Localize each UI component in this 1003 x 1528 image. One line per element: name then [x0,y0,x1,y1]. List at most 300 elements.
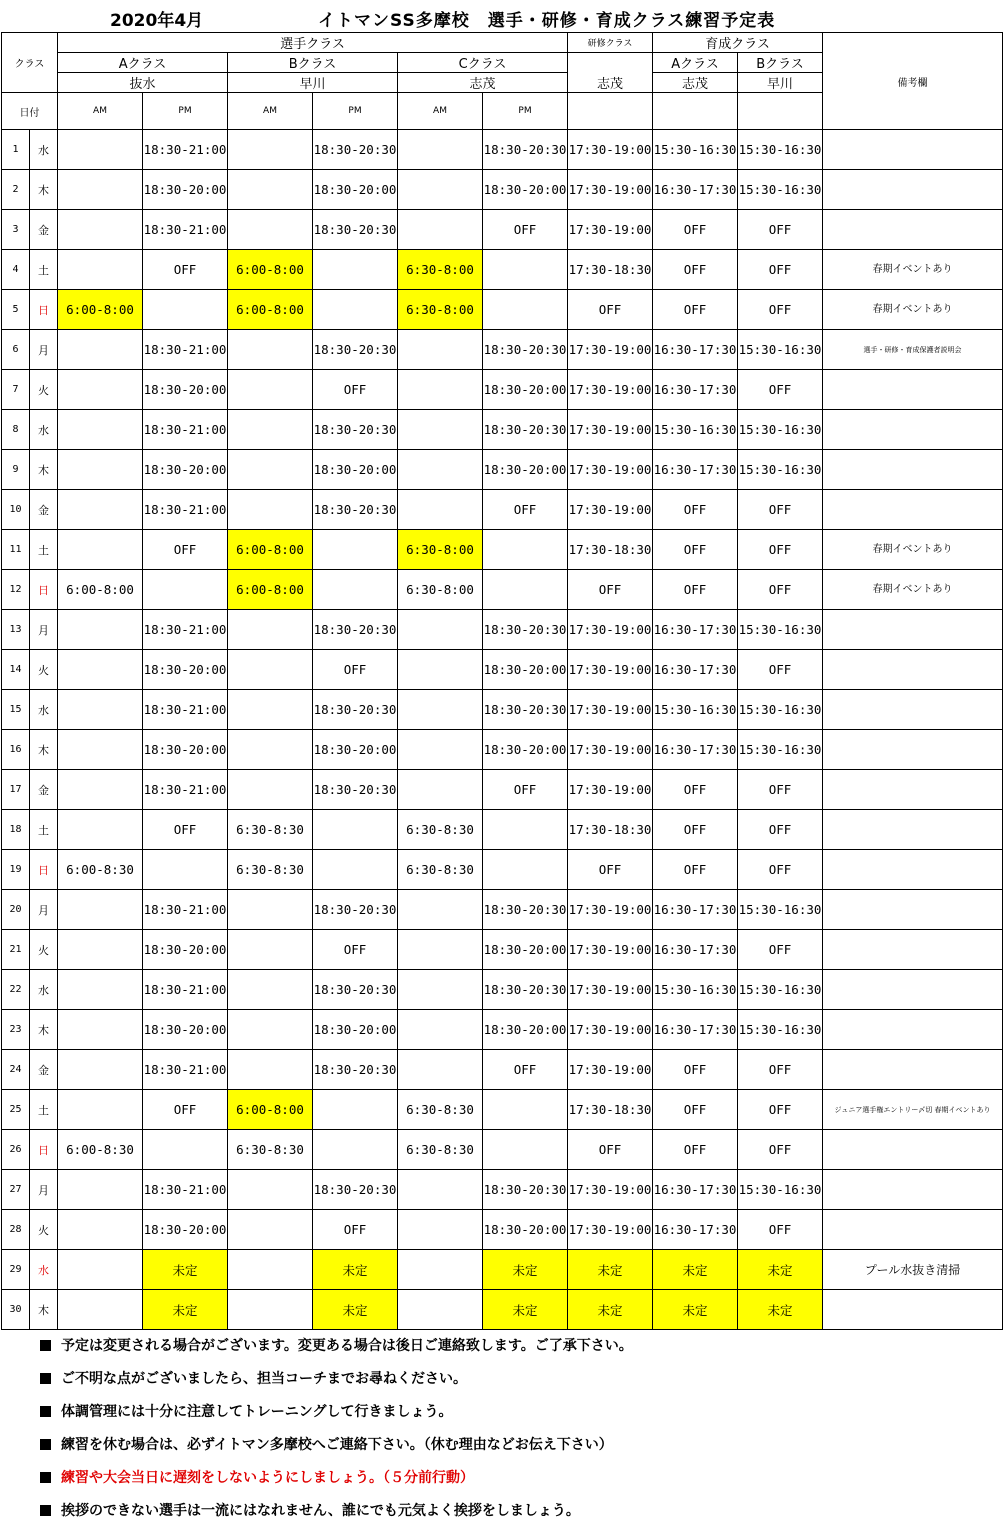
ikusei-a-cell: 16:30-17:30 [653,450,738,490]
bullet-square-icon [40,1439,51,1450]
b-am-cell: 6:00-8:00 [228,290,313,330]
weekday: 木 [30,1010,58,1050]
date-header: 日付 [2,93,58,130]
a-pm-cell: 18:30-21:00 [143,970,228,1010]
c-am-cell: 6:30-8:00 [398,530,483,570]
kenshu-cell: OFF [568,850,653,890]
remarks-cell [823,1210,1003,1250]
remarks-cell [823,170,1003,210]
c-pm-cell: 18:30-20:00 [483,1210,568,1250]
c-am-cell [398,890,483,930]
c-am-cell [398,1170,483,1210]
day-number: 7 [2,370,30,410]
a-pm-cell: 18:30-21:00 [143,1170,228,1210]
ikusei-a-cell: 16:30-17:30 [653,730,738,770]
a-am-cell [58,770,143,810]
ikusei-a-cell: 16:30-17:30 [653,170,738,210]
weekday: 水 [30,130,58,170]
ikusei-a-cell: OFF [653,770,738,810]
weekday: 土 [30,810,58,850]
schedule-row [2,1210,1003,1250]
day-number: 19 [2,850,30,890]
b-am-cell [228,1010,313,1050]
ikusei-a-cell: 15:30-16:30 [653,970,738,1010]
remarks-cell: 選手・研修・育成保護者説明会 [823,330,1003,370]
kenshu-cell: 17:30-19:00 [568,170,653,210]
b-pm-cell: 未定 [313,1250,398,1290]
remarks-cell [823,370,1003,410]
day-number: 13 [2,610,30,650]
c-pm-cell: OFF [483,210,568,250]
b-pm-cell: 18:30-20:30 [313,690,398,730]
day-number: 28 [2,1210,30,1250]
ikusei-b-cell: OFF [738,1210,823,1250]
ikusei-b-cell: OFF [738,370,823,410]
ikusei-a-blank-header [653,93,738,130]
b-am-cell: 6:30-8:30 [228,850,313,890]
schedule-table [1,32,1003,1330]
a-am-cell [58,1290,143,1330]
c-am-cell: 6:30-8:30 [398,1090,483,1130]
kenshu-cell: 未定 [568,1290,653,1330]
a-pm-cell: 18:30-21:00 [143,890,228,930]
c-am-cell [398,330,483,370]
schedule-row [2,1130,1003,1170]
day-number: 21 [2,930,30,970]
a-am-cell: 6:00-8:00 [58,290,143,330]
b-am-cell [228,1170,313,1210]
schedule-body [2,130,1003,1330]
day-number: 6 [2,330,30,370]
note-text: 練習を休む場合は、必ずイトマン多摩校へご連絡下さい。（休む理由などお伝え下さい） [61,1437,613,1453]
a-pm-cell [143,1130,228,1170]
weekday: 土 [30,250,58,290]
a-am-cell [58,1050,143,1090]
ikusei-a-cell: 16:30-17:30 [653,930,738,970]
b-am-cell: 6:30-8:30 [228,1130,313,1170]
note-line [40,1429,990,1462]
ikusei-a-cell: 未定 [653,1290,738,1330]
b-am-cell [228,610,313,650]
b-pm-cell [313,250,398,290]
note-text: 挨拶のできない選手は一流にはなれません、誰にでも元気よく挨拶をしましょう。 [61,1503,580,1519]
ikusei-a-cell: 16:30-17:30 [653,1210,738,1250]
b-am-cell: 6:00-8:00 [228,570,313,610]
a-am-cell: 6:00-8:00 [58,570,143,610]
day-number: 15 [2,690,30,730]
day-number: 23 [2,1010,30,1050]
remarks-cell [823,490,1003,530]
c-pm-cell [483,250,568,290]
note-line [40,1330,990,1363]
remarks-cell [823,730,1003,770]
c-am-cell [398,170,483,210]
remarks-cell [823,610,1003,650]
c-pm-cell: 18:30-20:30 [483,1170,568,1210]
b-pm-cell: 18:30-20:30 [313,330,398,370]
a-am-cell: 6:00-8:30 [58,850,143,890]
b-pm-cell [313,570,398,610]
notes-column-header: 備考欄 [823,33,1003,130]
ikusei-b-cell: OFF [738,210,823,250]
ikusei-a-cell: 15:30-16:30 [653,410,738,450]
schedule-month: 2020年4月 [110,11,204,31]
ikusei-a-cell: 15:30-16:30 [653,690,738,730]
kenshu-group-header: 研修クラス [568,33,653,53]
note-text: 体調管理には十分に注意してトレーニングして行きましょう。 [61,1404,453,1420]
weekday: 木 [30,450,58,490]
c-am-cell [398,770,483,810]
kenshu-cell: 17:30-19:00 [568,610,653,650]
a-am-cell [58,930,143,970]
day-number: 27 [2,1170,30,1210]
a-pm-cell: OFF [143,1090,228,1130]
remarks-cell [823,930,1003,970]
day-number: 14 [2,650,30,690]
a-class-header: Aクラス [58,53,228,73]
ikusei-b-cell: 15:30-16:30 [738,610,823,650]
c-pm-cell [483,1090,568,1130]
b-pm-cell: 18:30-20:30 [313,970,398,1010]
schedule-row [2,330,1003,370]
a-am-cell [58,330,143,370]
b-pm-cell: OFF [313,1210,398,1250]
schedule-row [2,810,1003,850]
kenshu-cell: 17:30-19:00 [568,1010,653,1050]
schedule-row [2,1250,1003,1290]
a-am-cell [58,970,143,1010]
weekday: 月 [30,890,58,930]
a-pm-cell: 18:30-20:00 [143,930,228,970]
day-number: 16 [2,730,30,770]
remarks-cell [823,770,1003,810]
a-pm-cell: 18:30-21:00 [143,610,228,650]
ikusei-a-cell: OFF [653,1090,738,1130]
a-class-coach: 抜水 [58,73,228,93]
a-pm-cell: 18:30-21:00 [143,490,228,530]
ikusei-a-cell: 15:30-16:30 [653,130,738,170]
b-pm-cell [313,1130,398,1170]
b-am-cell [228,410,313,450]
day-number: 10 [2,490,30,530]
c-pm-cell: 18:30-20:30 [483,410,568,450]
weekday: 日 [30,850,58,890]
schedule-row [2,450,1003,490]
c-pm-cell: OFF [483,1050,568,1090]
weekday: 日 [30,570,58,610]
b-am-cell [228,450,313,490]
c-am-cell [398,1210,483,1250]
b-pm-cell: 18:30-20:00 [313,450,398,490]
schedule-row [2,730,1003,770]
ikusei-a-cell: 16:30-17:30 [653,610,738,650]
kenshu-cell: 17:30-18:30 [568,250,653,290]
remarks-cell: ジュニア選手権エントリー〆切 春期イベントあり [823,1090,1003,1130]
c-pm-cell [483,1130,568,1170]
schedule-row [2,890,1003,930]
kenshu-cell: 17:30-19:00 [568,370,653,410]
b-am-cell [228,1250,313,1290]
day-number: 8 [2,410,30,450]
day-number: 24 [2,1050,30,1090]
a-am-cell [58,410,143,450]
schedule-row [2,930,1003,970]
b-pm-cell: 18:30-20:00 [313,1010,398,1050]
c-am-cell [398,1250,483,1290]
ikusei-b-cell: 15:30-16:30 [738,330,823,370]
kenshu-cell: OFF [568,570,653,610]
day-number: 5 [2,290,30,330]
b-pm-cell: 18:30-20:30 [313,490,398,530]
ikusei-b-cell: 15:30-16:30 [738,690,823,730]
ikusei-a-cell: OFF [653,850,738,890]
b-pm-cell [313,1090,398,1130]
ikusei-a-cell: OFF [653,810,738,850]
schedule-row [2,690,1003,730]
ikusei-b-cell: OFF [738,1090,823,1130]
schedule-row [2,570,1003,610]
kenshu-cell: 17:30-19:00 [568,410,653,450]
a-am-cell [58,490,143,530]
remarks-cell: 春期イベントあり [823,570,1003,610]
ikusei-b-cell: OFF [738,770,823,810]
ikusei-b-blank-header [738,93,823,130]
remarks-cell [823,810,1003,850]
c-pm-cell: 18:30-20:30 [483,610,568,650]
a-am-cell [58,1210,143,1250]
kenshu-cell: 17:30-18:30 [568,810,653,850]
ikusei-a-cell: OFF [653,530,738,570]
c-am-cell [398,970,483,1010]
b-am-cell [228,170,313,210]
c-am-cell: 6:30-8:00 [398,250,483,290]
c-pm-cell: 18:30-20:00 [483,170,568,210]
schedule-row [2,370,1003,410]
c-am-cell [398,130,483,170]
ikusei-b-cell: OFF [738,650,823,690]
a-pm-cell: 18:30-21:00 [143,1050,228,1090]
note-text: ご不明な点がございましたら、担当コーチまでお尋ねください。 [61,1371,467,1387]
weekday: 木 [30,1290,58,1330]
day-number: 17 [2,770,30,810]
a-am-cell [58,1010,143,1050]
kenshu-cell: 17:30-19:00 [568,330,653,370]
ikusei-b-cell: OFF [738,1050,823,1090]
ikusei-a-cell: OFF [653,570,738,610]
a-pm-cell: 18:30-20:00 [143,1010,228,1050]
a-pm-cell: 18:30-21:00 [143,410,228,450]
b-pm-cell: 18:30-20:30 [313,1170,398,1210]
c-am-cell [398,650,483,690]
b-am-cell [228,1290,313,1330]
ikusei-b-cell: 15:30-16:30 [738,170,823,210]
a-pm-cell: 18:30-20:00 [143,170,228,210]
schedule-row [2,290,1003,330]
c-pm-cell [483,530,568,570]
kenshu-cell: 17:30-19:00 [568,970,653,1010]
note-line [40,1396,990,1429]
day-number: 3 [2,210,30,250]
kenshu-cell: 17:30-19:00 [568,890,653,930]
ikusei-b-cell: 未定 [738,1250,823,1290]
c-am-cell [398,450,483,490]
c-pm-cell [483,290,568,330]
ikusei-a-cell: 16:30-17:30 [653,890,738,930]
remarks-cell [823,970,1003,1010]
c-am-cell [398,1010,483,1050]
title-bar [0,0,1003,32]
schedule-row [2,1050,1003,1090]
b-am-cell [228,650,313,690]
remarks-cell [823,210,1003,250]
a-pm-cell: 18:30-21:00 [143,770,228,810]
remarks-cell [823,1050,1003,1090]
weekday: 日 [30,1130,58,1170]
b-pm-cell [313,810,398,850]
ikusei-b-cell: 15:30-16:30 [738,130,823,170]
a-pm-cell: 18:30-20:00 [143,450,228,490]
note-text: 練習や大会当日に遅刻をしないようにしましょう。（５分前行動） [61,1470,474,1486]
a-pm-cell: 18:30-21:00 [143,130,228,170]
remarks-cell [823,130,1003,170]
c-pm-cell: 18:30-20:00 [483,930,568,970]
ikusei-a-cell: 未定 [653,1250,738,1290]
a-pm-cell: OFF [143,530,228,570]
b-am-cell [228,210,313,250]
day-number: 22 [2,970,30,1010]
a-am-cell [58,530,143,570]
b-pm-cell: 18:30-20:30 [313,1050,398,1090]
c-pm-cell: OFF [483,770,568,810]
schedule-row [2,650,1003,690]
c-am-cell [398,1290,483,1330]
b-am-cell [228,970,313,1010]
b-class-header: Bクラス [228,53,398,73]
schedule-row [2,1290,1003,1330]
c-am-cell: 6:30-8:30 [398,850,483,890]
b-pm-cell: 18:30-20:00 [313,730,398,770]
ikusei-a-cell: OFF [653,210,738,250]
note-line [40,1363,990,1396]
remarks-cell [823,890,1003,930]
class-header: クラス [2,33,58,93]
a-am-cell [58,810,143,850]
weekday: 月 [30,610,58,650]
schedule-row [2,770,1003,810]
a-am-cell [58,890,143,930]
a-pm-cell [143,290,228,330]
bullet-square-icon [40,1472,51,1483]
notes-section [40,1330,990,1528]
c-am-cell [398,210,483,250]
weekday: 金 [30,490,58,530]
b-am-cell [228,330,313,370]
a-pm-cell: 18:30-21:00 [143,210,228,250]
remarks-cell: プール水抜き清掃 [823,1250,1003,1290]
weekday: 木 [30,170,58,210]
remarks-cell: 春期イベントあり [823,530,1003,570]
schedule-row [2,1090,1003,1130]
b-pm-header: PM [313,93,398,130]
kenshu-blank-header [568,93,653,130]
ikusei-b-cell: OFF [738,570,823,610]
remarks-cell [823,690,1003,730]
note-line [40,1495,990,1528]
remarks-cell [823,1130,1003,1170]
remarks-cell [823,1290,1003,1330]
ikusei-b-cell: OFF [738,930,823,970]
weekday: 土 [30,530,58,570]
a-am-cell [58,690,143,730]
schedule-row [2,210,1003,250]
a-am-cell [58,610,143,650]
ikusei-b-cell: 15:30-16:30 [738,1170,823,1210]
schedule-row [2,490,1003,530]
c-am-cell [398,690,483,730]
remarks-cell [823,410,1003,450]
ikusei-a-cell: 16:30-17:30 [653,650,738,690]
weekday: 火 [30,930,58,970]
c-am-header: AM [398,93,483,130]
ikusei-b-cell: 未定 [738,1290,823,1330]
b-pm-cell: 18:30-20:30 [313,210,398,250]
weekday: 水 [30,970,58,1010]
kenshu-cell: 17:30-19:00 [568,690,653,730]
ikusei-b-cell: OFF [738,530,823,570]
c-am-cell [398,930,483,970]
c-pm-cell: 18:30-20:30 [483,130,568,170]
b-am-cell: 6:00-8:00 [228,250,313,290]
a-am-cell [58,370,143,410]
weekday: 火 [30,370,58,410]
weekday: 木 [30,730,58,770]
b-am-cell [228,690,313,730]
c-am-cell [398,610,483,650]
kenshu-cell: 17:30-19:00 [568,730,653,770]
c-am-cell [398,410,483,450]
a-am-cell [58,1170,143,1210]
a-am-cell: 6:00-8:30 [58,1130,143,1170]
a-pm-cell: OFF [143,250,228,290]
a-am-cell [58,1090,143,1130]
day-number: 26 [2,1130,30,1170]
b-pm-cell: 未定 [313,1290,398,1330]
kenshu-cell: 17:30-19:00 [568,210,653,250]
c-pm-cell: 18:30-20:30 [483,970,568,1010]
a-am-cell [58,450,143,490]
schedule-row [2,250,1003,290]
weekday: 火 [30,1210,58,1250]
c-pm-cell: 18:30-20:30 [483,690,568,730]
bullet-square-icon [40,1373,51,1384]
ikusei-a-cell: OFF [653,250,738,290]
kenshu-cell: OFF [568,290,653,330]
remarks-cell: 春期イベントあり [823,290,1003,330]
ikusei-a-class-header: Aクラス [653,53,738,73]
ikusei-b-cell: OFF [738,250,823,290]
kenshu-cell: 17:30-18:30 [568,1090,653,1130]
weekday: 土 [30,1090,58,1130]
a-pm-cell: 18:30-20:00 [143,370,228,410]
weekday: 月 [30,330,58,370]
c-pm-cell [483,850,568,890]
kenshu-coach: 志茂 [568,53,653,93]
schedule-row [2,410,1003,450]
schedule-row [2,970,1003,1010]
ikusei-b-coach: 早川 [738,73,823,93]
a-am-cell [58,170,143,210]
remarks-cell [823,650,1003,690]
